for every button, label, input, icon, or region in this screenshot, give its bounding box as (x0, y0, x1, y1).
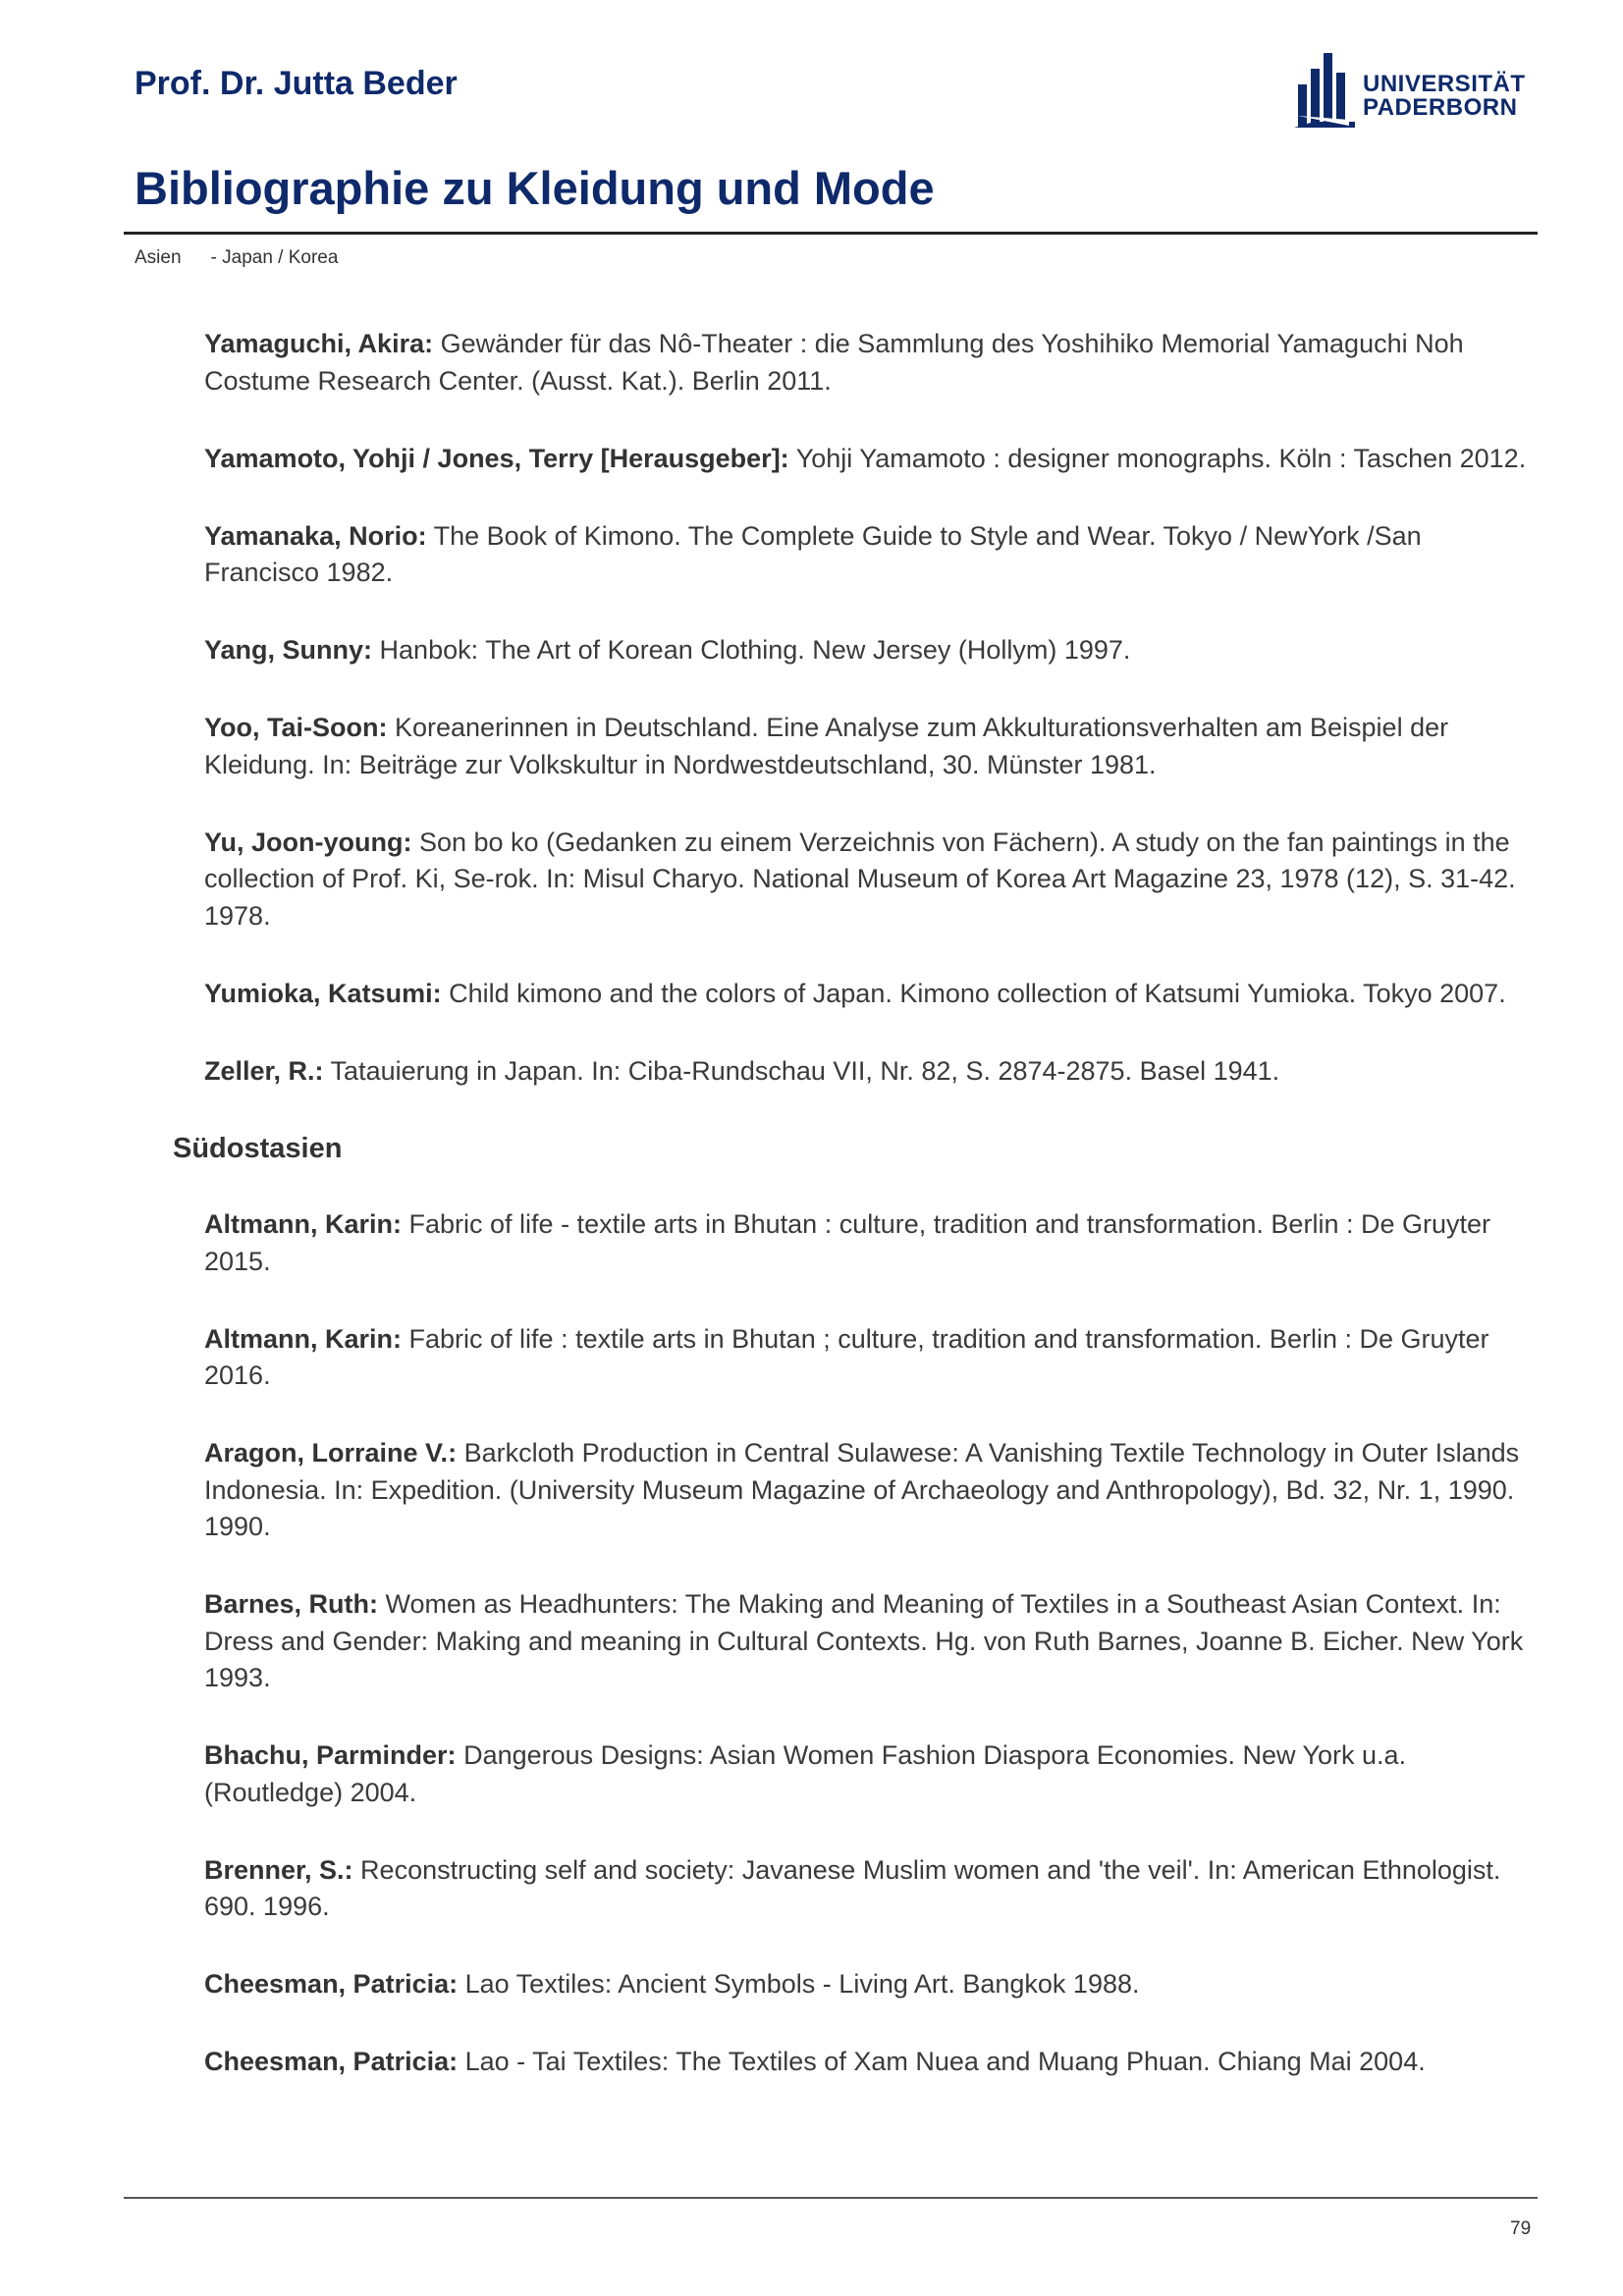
breadcrumb-subregion: - Japan / Korea (210, 247, 339, 268)
entry-author: Yang, Sunny: (204, 635, 373, 665)
entry-author: Altmann, Karin: (204, 1323, 403, 1354)
entry-text: Dangerous Designs: Asian Women Fashion Diaspora Economies. New York u.a. (Routledge) 2004. (204, 1740, 1407, 1807)
entry-author: Yamamoto, Yohji / Jones, Terry [Herausgeber]: (204, 443, 789, 473)
entry-text: Lao Textiles: Ancient Symbols - Living Art. Bangkok 1988. (458, 1969, 1140, 1999)
entry-author: Yamanaka, Norio: (204, 520, 427, 551)
bibliography-entry (204, 632, 1532, 669)
page-title: Bibliographie zu Kleidung und Mode (135, 162, 935, 214)
entry-text: Reconstructing self and society: Javanese Muslim women and 'the veil'. In: American Ethnologist. 690. 1996. (204, 1854, 1501, 1921)
entry-text: Women as Headhunters: The Making and Meaning of Textiles in a Southeast Asian Context. In: Dress and Gender: Making and meaning in Cultural Contexts. Hg. von Ruth Barnes, Joanne B. Eicher. New York 1993. (204, 1589, 1524, 1692)
entry-text: Barkcloth Production in Central Sulawese: A Vanishing Textile Technology in Outer Islands Indonesia. In: Expedition. (University Museum Magazine of Archaeology and Anthropology), Bd. 32, Nr. 1, 1990. 1990. (204, 1438, 1520, 1541)
entry-author: Zeller, R.: (204, 1055, 324, 1086)
logo-line-2: PADERBORN (1363, 94, 1518, 121)
entry-text: Lao - Tai Textiles: The Textiles of Xam Nuea and Muang Phuan. Chiang Mai 2004. (458, 2047, 1426, 2076)
bibliography-entry (204, 1435, 1532, 1546)
bibliography-entry (204, 976, 1532, 1013)
page-number: 79 (1510, 2218, 1532, 2239)
entry-author: Yamaguchi, Akira: (204, 329, 434, 358)
entry-text: Son bo ko (Gedanken zu einem Verzeichnis von Fächern). A study on the fan paintings in the collection of Prof. Ki, Se-rok. In: Misul Charyo. National Museum of Korea Art Magazine 23, 1978 (12), S. 31-42. 1978. (204, 827, 1516, 931)
entry-author: Barnes, Ruth: (204, 1589, 379, 1619)
bibliography-entry (204, 441, 1532, 478)
entry-author: Aragon, Lorraine V.: (204, 1438, 458, 1468)
entry-text: Tatauierung in Japan. In: Ciba-Rundschau VII, Nr. 82, S. 2874-2875. Basel 1941. (323, 1055, 1280, 1086)
entry-text: Fabric of life : textile arts in Bhutan ; culture, tradition and transformation. Berlin : De Gruyter 2016. (204, 1323, 1489, 1390)
entry-text: Child kimono and the colors of Japan. Kimono collection of Katsumi Yumioka. Tokyo 2007. (441, 978, 1506, 1008)
bibliography-entry (204, 1206, 1532, 1280)
university-logo-icon (1294, 51, 1359, 130)
bibliography-entry (204, 518, 1532, 592)
entry-author: Yumioka, Katsumi: (204, 978, 442, 1008)
entry-author: Yu, Joon-young: (204, 827, 412, 857)
entry-author: Bhachu, Parminder: (204, 1740, 457, 1770)
section-heading: Südostasien (173, 1132, 343, 1164)
bibliography-entry (204, 1966, 1532, 2003)
breadcrumb (135, 247, 367, 269)
university-logo (1294, 51, 1530, 130)
entry-text: Hanbok: The Art of Korean Clothing. New Jersey (Hollym) 1997. (372, 635, 1131, 665)
breadcrumb-region: Asien (135, 247, 182, 268)
entry-author: Brenner, S.: (204, 1854, 353, 1885)
entry-author: Altmann, Karin: (204, 1209, 403, 1239)
author-name: Prof. Dr. Jutta Beder (135, 65, 458, 102)
entry-text: The Book of Kimono. The Complete Guide to Style and Wear. Tokyo / NewYork /San Francisco 1982. (204, 520, 1422, 587)
bibliography-entry (204, 1852, 1532, 1926)
bibliography-entry (204, 1586, 1532, 1697)
bibliography-entry (204, 1737, 1532, 1811)
footer-rule (124, 2197, 1538, 2199)
bibliography-entry (204, 710, 1532, 783)
bibliography-entry (204, 2044, 1532, 2081)
bibliography-entry (204, 1321, 1532, 1395)
logo-line-1: UNIVERSITÄT (1363, 71, 1526, 97)
entry-text: Fabric of life - textile arts in Bhutan : culture, tradition and transformation. Berlin : De Gruyter 2015. (204, 1209, 1490, 1276)
header-rule (124, 232, 1538, 235)
bibliography-entry (204, 326, 1532, 400)
bibliography-entry (204, 1053, 1532, 1091)
entry-text: Gewänder für das Nô-Theater : die Sammlung des Yoshihiko Memorial Yamaguchi Noh Costume Research Center. (Ausst. Kat.). Berlin 2011. (204, 329, 1464, 396)
entry-text: Koreanerinnen in Deutschland. Eine Analyse zum Akkulturationsverhalten am Beispiel der Kleidung. In: Beiträge zur Volkskultur in Nordwestdeutschland, 30. Münster 1981. (204, 713, 1449, 779)
entry-text: Yohji Yamamoto : designer monographs. Köln : Taschen 2012. (788, 443, 1527, 473)
bibliography-entry (204, 825, 1532, 935)
entry-author: Cheesman, Patricia: (204, 2047, 459, 2076)
entry-author: Cheesman, Patricia: (204, 1969, 459, 1999)
bibliography-list (173, 326, 1532, 2121)
entry-author: Yoo, Tai-Soon: (204, 713, 388, 742)
